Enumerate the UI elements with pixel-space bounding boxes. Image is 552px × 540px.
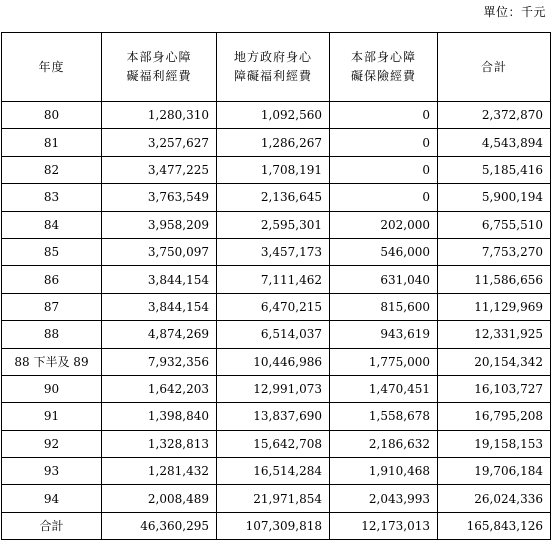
cell-local-welfare: 6,470,215 [217,293,330,320]
table-row [2,129,551,156]
table-row [2,184,551,211]
header-year [2,33,102,102]
cell-year: 90 [2,375,102,402]
cell-total: 5,185,416 [438,156,551,183]
cell-local-welfare: 6,514,037 [217,321,330,348]
cell-ministry-welfare: 3,763,549 [102,184,217,211]
cell-ministry-insurance: 546,000 [330,238,438,265]
cell-year: 合計 [2,512,102,539]
cell-total: 16,103,727 [438,375,551,402]
budget-table [1,32,551,540]
cell-ministry-welfare: 3,750,097 [102,238,217,265]
cell-ministry-welfare: 4,874,269 [102,321,217,348]
cell-ministry-insurance: 1,910,468 [330,458,438,485]
header-total [438,33,551,102]
total-row [2,512,551,539]
table-row [2,293,551,320]
cell-local-welfare: 2,136,645 [217,184,330,211]
cell-year: 86 [2,266,102,293]
header-ministry-insurance-line2: 礙保險經費 [350,69,416,83]
header-ministry-welfare-line1: 本部身心障 [126,50,192,65]
cell-ministry-welfare: 7,932,356 [102,348,217,375]
cell-ministry-welfare: 1,328,813 [102,430,217,457]
cell-year: 93 [2,458,102,485]
cell-ministry-welfare: 1,398,840 [102,403,217,430]
cell-year: 83 [2,184,102,211]
cell-total: 26,024,336 [438,485,551,512]
cell-total: 11,586,656 [438,266,551,293]
cell-year: 85 [2,238,102,265]
cell-local-welfare: 7,111,462 [217,266,330,293]
cell-ministry-insurance: 12,173,013 [330,512,438,539]
table-row [2,375,551,402]
cell-ministry-welfare: 1,280,310 [102,102,217,129]
cell-local-welfare: 1,092,560 [217,102,330,129]
cell-local-welfare: 21,971,854 [217,485,330,512]
cell-ministry-welfare: 1,642,203 [102,375,217,402]
header-row [2,33,551,102]
header-ministry-welfare-line2: 礙福利經費 [126,69,192,83]
header-ministry-welfare [102,33,217,102]
cell-ministry-welfare: 3,844,154 [102,293,217,320]
header-year-label: 年度 [38,59,65,74]
cell-ministry-insurance: 2,043,993 [330,485,438,512]
cell-ministry-insurance: 0 [330,102,438,129]
header-local-welfare-line2: 障礙福利經費 [233,69,312,83]
cell-year: 88 下半及 89 [2,348,102,375]
cell-year: 91 [2,403,102,430]
table-body [2,102,551,540]
cell-local-welfare: 16,514,284 [217,458,330,485]
unit-note: 單位：千元 [483,5,546,19]
header-local-welfare-line1: 地方政府身心 [233,50,312,65]
cell-ministry-insurance: 0 [330,156,438,183]
cell-local-welfare: 13,837,690 [217,403,330,430]
cell-ministry-welfare: 46,360,295 [102,512,217,539]
cell-ministry-welfare: 1,281,432 [102,458,217,485]
cell-ministry-welfare: 2,008,489 [102,485,217,512]
cell-total: 7,753,270 [438,238,551,265]
table-row [2,156,551,183]
header-ministry-insurance [330,33,438,102]
cell-local-welfare: 2,595,301 [217,211,330,238]
cell-year: 87 [2,293,102,320]
cell-year: 84 [2,211,102,238]
cell-ministry-insurance: 0 [330,184,438,211]
cell-year: 92 [2,430,102,457]
cell-local-welfare: 1,708,191 [217,156,330,183]
table-row [2,102,551,129]
cell-ministry-welfare: 3,257,627 [102,129,217,156]
cell-year: 94 [2,485,102,512]
cell-total: 12,331,925 [438,321,551,348]
cell-local-welfare: 107,309,818 [217,512,330,539]
cell-ministry-insurance: 2,186,632 [330,430,438,457]
cell-local-welfare: 15,642,708 [217,430,330,457]
table-row [2,348,551,375]
header-total-label: 合計 [480,59,507,74]
cell-ministry-insurance: 1,470,451 [330,375,438,402]
cell-total: 19,158,153 [438,430,551,457]
cell-ministry-welfare: 3,958,209 [102,211,217,238]
table-row [2,238,551,265]
cell-ministry-insurance: 1,558,678 [330,403,438,430]
cell-ministry-insurance: 631,040 [330,266,438,293]
cell-local-welfare: 12,991,073 [217,375,330,402]
cell-total: 16,795,208 [438,403,551,430]
cell-local-welfare: 10,446,986 [217,348,330,375]
cell-ministry-insurance: 202,000 [330,211,438,238]
cell-year: 80 [2,102,102,129]
table-row [2,403,551,430]
cell-ministry-insurance: 1,775,000 [330,348,438,375]
table-row [2,211,551,238]
cell-ministry-insurance: 815,600 [330,293,438,320]
cell-total: 165,843,126 [438,512,551,539]
header-ministry-insurance-line1: 本部身心障 [350,50,416,65]
cell-year: 82 [2,156,102,183]
cell-ministry-welfare: 3,844,154 [102,266,217,293]
cell-ministry-insurance: 943,619 [330,321,438,348]
cell-ministry-insurance: 0 [330,129,438,156]
table-row [2,485,551,512]
table-row [2,266,551,293]
cell-local-welfare: 3,457,173 [217,238,330,265]
cell-total: 4,543,894 [438,129,551,156]
cell-total: 19,706,184 [438,458,551,485]
table-row [2,321,551,348]
cell-total: 5,900,194 [438,184,551,211]
header-local-welfare [217,33,330,102]
table-row [2,430,551,457]
cell-total: 6,755,510 [438,211,551,238]
table-header [2,33,551,102]
cell-total: 11,129,969 [438,293,551,320]
cell-year: 81 [2,129,102,156]
cell-local-welfare: 1,286,267 [217,129,330,156]
cell-total: 20,154,342 [438,348,551,375]
cell-ministry-welfare: 3,477,225 [102,156,217,183]
cell-total: 2,372,870 [438,102,551,129]
cell-year: 88 [2,321,102,348]
table-row [2,458,551,485]
